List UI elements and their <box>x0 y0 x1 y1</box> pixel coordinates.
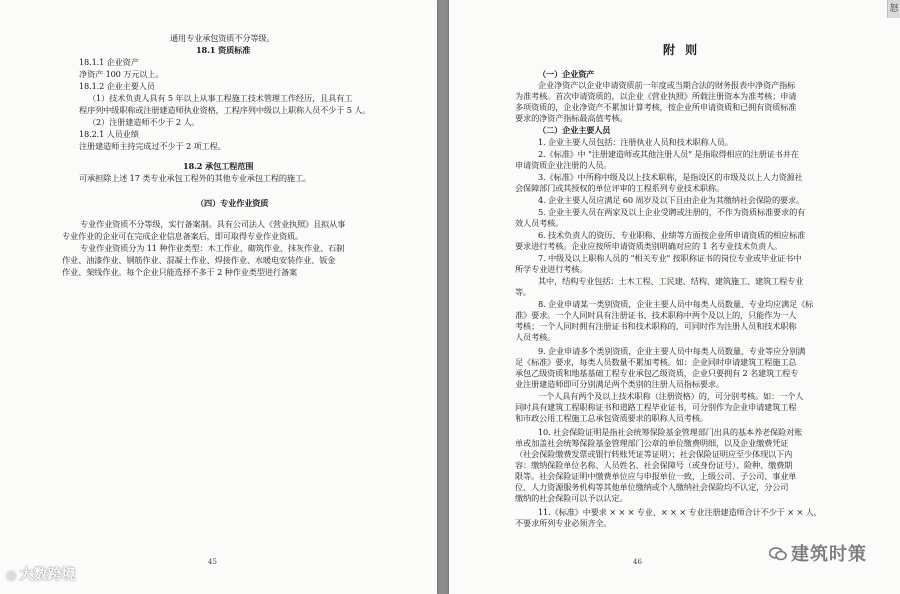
text-line: 10. 社会保险证明是指社会统筹保险基金管理部门出具的基本养老保险对账 <box>538 427 803 437</box>
left-page <box>0 0 437 594</box>
text-line: 3.《标准》中所称中级及以上技术职称，是指设区的市级及以上人力资源社 <box>538 172 803 182</box>
text-line: 11.《标准》中要求 × × × 专业、× × × 专业注册建造师合计不少于 × × 人， <box>538 507 822 517</box>
text-line: 同时具有建筑工程职称证书和道路工程毕业证书，可分别作为企业申请建筑工程 <box>515 402 797 412</box>
text-line: 其中，结构专业包括：土木工程、工民建、结构、建筑施工、建筑工程专业 <box>538 276 804 286</box>
text-line: 2.《标准》中 "注册建造师或其他注册人员" 是指取得相应的注册证书并在 <box>538 149 799 159</box>
text-line: 9. 企业申请多个类别资质，企业主要人员中每类人员数量、专业等应分别满 <box>538 346 806 356</box>
text-line: 效人员考核。 <box>515 218 564 228</box>
text-line: 会保障部门或其授权的单位评审的工程系列专业技术职称。 <box>515 183 724 193</box>
text-line: 位、人力资源服务机构等其他单位缴纳或个人缴纳社会保险均不认定，分公司 <box>515 482 789 492</box>
brand-icon: ◎ <box>6 568 17 582</box>
text-line: 缴纳的社会保险可以予以认定。 <box>515 493 628 503</box>
text-line: 专业作业资质不分等级，实行备案制。具有公司法人《营业执照》且拟从事 <box>80 219 346 229</box>
text-line: 企业净资产以企业申请资质前一年度或当期合法的财务报表中净资产指标 <box>538 80 796 90</box>
text-line: 程序列中级职称或注册建造师执业资格，工程序列中级以上职称人员不少于 5 人。 <box>79 105 371 115</box>
text-line: 和市政公用工程施工总承包资质要求的职称人员考核。 <box>515 413 708 423</box>
text-line: 18.1.2 企业主要人员 <box>79 81 155 91</box>
page-number: 45 <box>208 558 217 566</box>
text-line: 4. 企业主要人员应满足 60 周岁及以下且由企业为其缴纳社会保险的要求。 <box>538 195 805 205</box>
watermark-left <box>6 564 75 584</box>
watermark-left-text: 大数跨境 <box>19 567 76 583</box>
text-line: 18.1.1 企业资产 <box>79 57 139 67</box>
text-line: 为准考核。首次申请资质的，以企业《营业执照》所载注册资本为准考核；申请 <box>515 91 797 101</box>
text-line: 多项资质的，企业净资产不累加计算考核，按企业所申请资质和已拥有资质标准 <box>515 102 797 112</box>
text-line: 通用专业承包资质不分等级。 <box>170 33 275 43</box>
text-line: 申请资质企业注册的人员。 <box>515 160 612 170</box>
text-line: 可承担除上述 17 类专业承包工程外的其他专业承包工程的施工。 <box>79 173 312 183</box>
text-line: 5. 企业主要人员在两家及以上企业受聘或注册的，不作为资质标准要求的有 <box>538 207 806 217</box>
text-line: （1）技术负责人具有 5 年以上从事工程施工技术管理工作经历，且具有工 <box>88 93 353 103</box>
text-line: 1. 企业主要人员包括：注册执业人员和技术职称人员。 <box>538 137 733 147</box>
page-title: 附 则 <box>663 43 701 57</box>
text-line: 不要求所列专业必须齐全。 <box>515 518 612 528</box>
text-line: 净资产 100 万元以上。 <box>79 69 164 79</box>
text-line: （2）注册建造师不少于 2 人。 <box>88 117 200 127</box>
text-line: 8. 企业申请某一类别资质，企业主要人员中每类人员数量、专业均应满足《标 <box>538 299 814 309</box>
text-line: 足《标准》要求，每类人员数量不累加考核。如：企业同时申请建筑工程施工总 <box>515 357 797 367</box>
text-line: 人员考核。 <box>515 332 556 342</box>
text-line: 一个人具有两个及以上技术职称（注册资格）的，可分别考核。如：一个人 <box>538 391 804 401</box>
section-heading: 18.1 资质标准 <box>196 45 251 55</box>
text-line: 容：缴纳保险单位名称、人员姓名、社会保障号（或身份证号）、险种、缴费期 <box>515 460 793 470</box>
text-line: 作业、架线作业。每个企业只能选择不多于 2 种作业类型进行备案 <box>62 267 298 277</box>
watermark-right-text: 建筑时策 <box>791 544 867 565</box>
text-line: 考核；一个人同时拥有注册证书和技术职称的，可同时作为注册人员和技术职称 <box>515 321 797 331</box>
text-line: 承包乙级资质和地基基础工程专业承包乙级资质，企业只要拥有 2 名建筑工程专 <box>515 368 799 378</box>
text-line: 注册建造师主持完成过不少于 2 项工程。 <box>79 141 226 151</box>
text-line: （社会保险缴费发票或银行转账凭证等证明）；社会保险证明应至少体现以下内 <box>515 449 793 459</box>
text-line: 要求进行考核。企业应按所申请资质类别明确对应的 1 名专业技术负责人。 <box>515 241 783 251</box>
right-page <box>449 0 900 594</box>
text-line: 作业、油漆作业、钢筋作业、混凝土作业、焊接作业、水暖电安装作业、钣金 <box>62 255 336 265</box>
corner-logo: 怒 <box>887 0 900 18</box>
text-line: 准》要求。一个人同时具有注册证书、技术职称中两个及以上的，只能作为一人 <box>515 310 797 320</box>
text-line: 等。 <box>515 287 532 297</box>
section-heading: 18.2 承包工程范围 <box>183 161 254 171</box>
section-heading: （二）企业主要人员 <box>538 125 611 135</box>
section-heading: （一）企业资产 <box>538 69 595 79</box>
chat-bubble-icon <box>769 547 787 561</box>
text-line: 单或加盖社会统筹保险基金管理部门公章的单位缴费明细，以及企业缴费凭证 <box>515 438 789 448</box>
text-line: 要求的净资产指标最高值考核。 <box>515 113 628 123</box>
text-line: 业注册建造师即可分别满足两个类别的注册人员指标要求。 <box>515 379 724 389</box>
text-line: 专业作业资质分为 11 种作业类型：木工作业、砌筑作业、抹灰作业、石制 <box>80 243 345 253</box>
text-line: 6. 技术负责人的资历、专业职称、业绩等方面按企业所申请资质的相应标准 <box>538 230 806 240</box>
watermark-right <box>769 540 867 566</box>
text-line: 专业作业的企业可在完成企业信息备案后，即可取得专业作业资质。 <box>62 231 304 241</box>
text-line: 所学专业进行考核。 <box>515 264 588 274</box>
page-number: 46 <box>633 558 642 566</box>
text-line: 18.2.1 人员业绩 <box>79 129 139 139</box>
section-heading: （四）专业作业资质 <box>196 198 269 208</box>
text-line: 限等。社会保险证明中缴费单位应与申报单位一致，上级公司、子公司、事业单 <box>515 471 797 481</box>
text-line: 7. 中级及以上职称人员的 "相关专业" 按职称证书的岗位专业或毕业证书中 <box>538 253 802 263</box>
